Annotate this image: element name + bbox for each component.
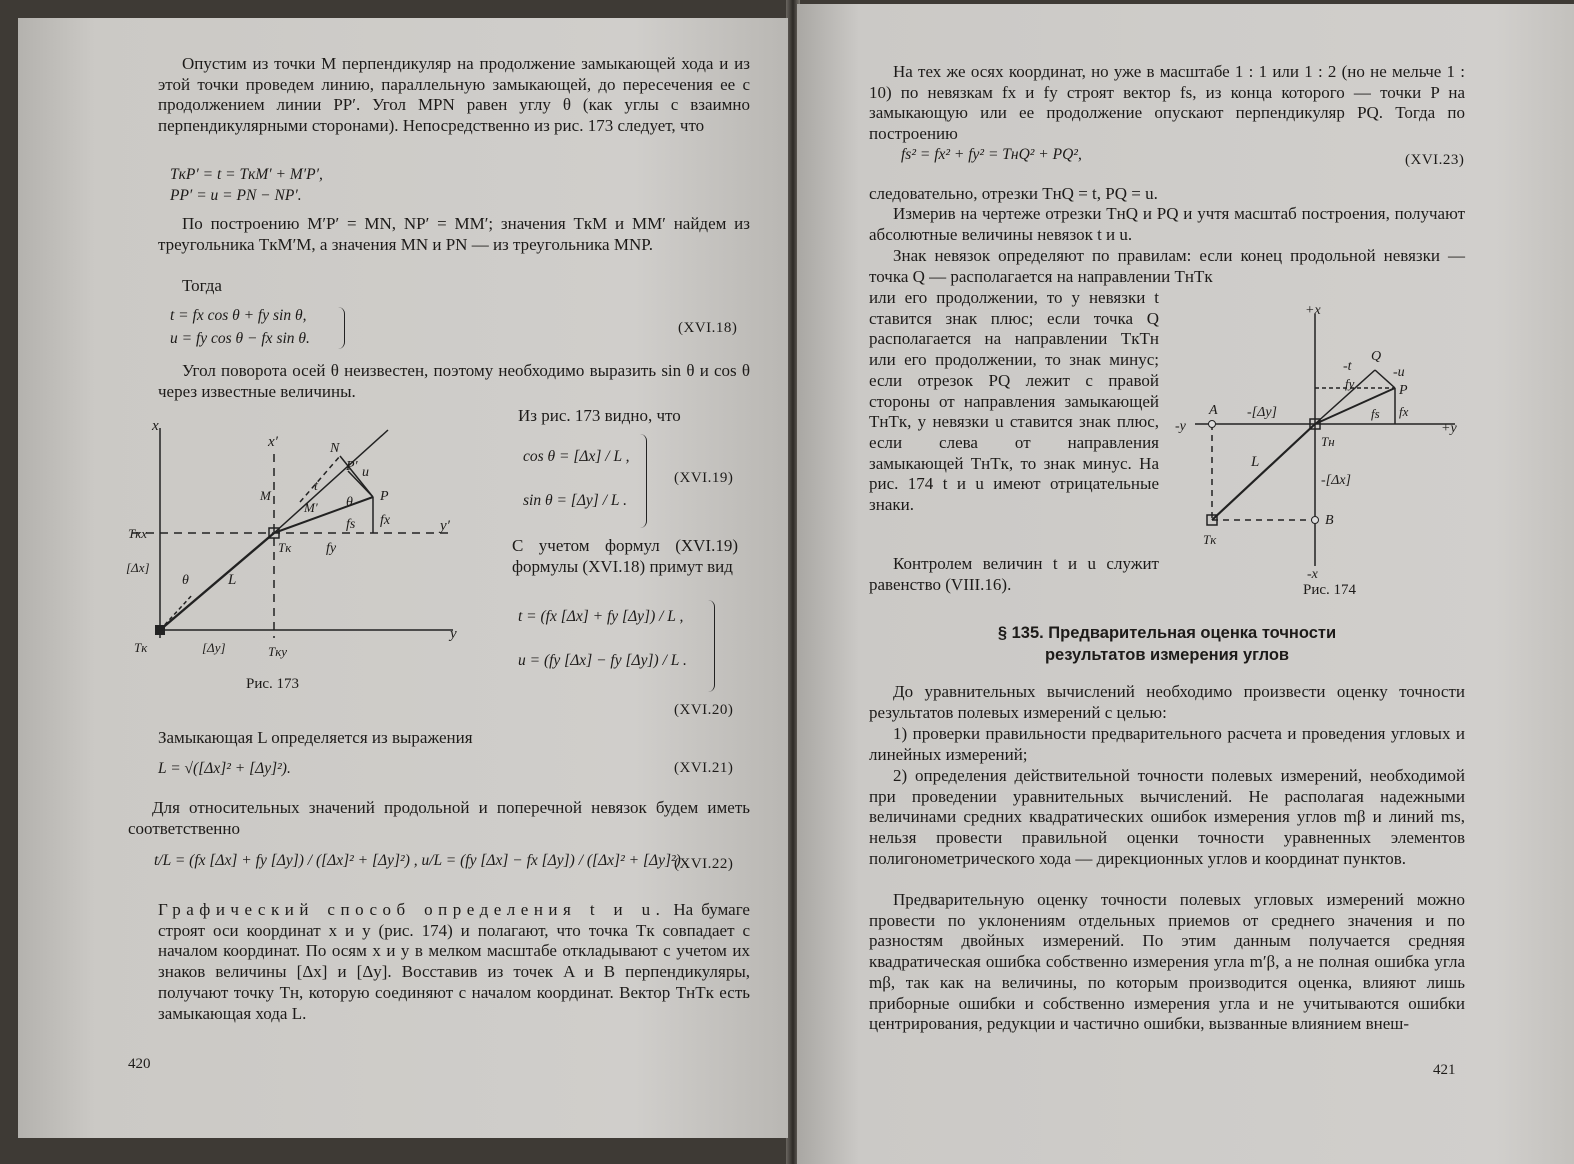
figure-173	[118, 416, 488, 706]
graphic-method-text: На бумаге строят оси координат x и y (рис. 174) и полагают, что точка Tк совпадает с началом координат. По осям x и y в мелком масштабе откладывают с учетом их знаков величины [Δx] и [Δy]. Восставив из точек A и B перпендикуляры, получают точку Tн, которую соединяют с началом координат. Вектор TнTк есть замыкающая хода L.	[158, 900, 750, 1023]
fig173-label: Tкy	[268, 644, 288, 659]
page-number-right: 421	[1433, 1062, 1456, 1078]
fig173-label: [Δx]	[126, 560, 150, 575]
formula-t-final: t = (fx [Δx] + fy [Δy]) / L ,	[518, 608, 684, 625]
right-paragraph-7: До уравнительных вычислений необходимо произвести оценку точности результатов полевых измерений с целью:	[869, 682, 1465, 722]
right-paragraph-1: На тех же осях координат, но уже в масштабе 1 : 1 или 1 : 2 (но не мельче 1 : 10) по невязкам fx и fy строят вектор fs, из конца которого — точки P на замыкающую или ее продолжение опускают перпендикуляр PQ. Тогда по построению	[869, 62, 1465, 144]
fig174-label: -[Δx]	[1321, 473, 1351, 488]
left-paragraph-3: Угол поворота осей θ неизвестен, поэтому необходимо выразить sin θ и cos θ через известные величины.	[158, 361, 750, 401]
fig173-label: y	[450, 626, 457, 642]
formula-t: t = fx cos θ + fy sin θ,	[170, 307, 307, 324]
fig173-label: M	[260, 488, 271, 503]
line-pprime-p	[348, 471, 373, 497]
left-paragraph-with-formulas: С учетом формул (XVI.19) формулы (XVI.18) примут вид	[512, 536, 738, 576]
formula-l: L = √([Δx]² + [Δy]²).	[158, 760, 291, 777]
left-paragraph-graphic-method	[158, 900, 750, 1024]
right-paragraph-4: Знак невязок определяют по правилам: если конец продольной невязки — точка Q — располагается на направлении TнTк	[869, 246, 1465, 286]
section-heading-line-1: § 135. Предварительная оценка точности	[997, 624, 1337, 642]
fig174-label: L	[1251, 454, 1260, 470]
right-paragraph-5: или его продолжении, то у невязки t ставится знак плюс; если точка Q располагается на направлении TкTн или его продолжении, то знак минус; если отрезок PQ лежит с правой стороны от направления замыкающей TнTк, у невязки u ставится знак плюс, если слева от направления замыкающей TнTк, то знак минус. На рис. 174 t и u имеют отрицательные знаки.	[869, 288, 1159, 515]
right-paragraph-2: следовательно, отрезки TнQ = t, PQ = u.	[869, 184, 1158, 203]
line-pq	[1375, 370, 1395, 388]
point-a	[1209, 421, 1216, 428]
formula-fs: fs² = fx² + fy² = TнQ² + PQ²,	[901, 146, 1082, 163]
vector-l	[1212, 424, 1315, 520]
fig174-label: +x	[1305, 303, 1321, 318]
fig173-label: x′	[268, 434, 278, 450]
left-paragraph-relative: Для относительных значений продольной и поперечной невязок будем иметь соответственно	[128, 798, 750, 838]
formula-cos: cos θ = [Δx] / L ,	[523, 448, 630, 465]
fig173-label: θ	[182, 573, 189, 588]
formula-u-final: u = (fy [Δx] − fy [Δy]) / L .	[518, 652, 687, 669]
fig174-label: Tн	[1321, 434, 1335, 449]
point-tk-origin	[155, 625, 165, 635]
fig174-label: -x	[1307, 567, 1318, 582]
brace-xvi18	[338, 307, 345, 349]
equation-number-xvi22: (XVI.22)	[674, 856, 734, 872]
figure-174-caption: Рис. 174	[1303, 582, 1357, 598]
line-theta	[160, 594, 193, 630]
fig173-label: fy	[326, 541, 337, 556]
page-number-left: 420	[128, 1056, 151, 1072]
fig174-label: P	[1399, 383, 1408, 398]
right-paragraph-3: Измерив на чертеже отрезки TнQ и PQ и учтя масштаб построения, получают абсолютные величины невязок t и u.	[869, 204, 1465, 244]
section-heading	[869, 622, 1465, 666]
fig173-label: L	[228, 572, 237, 588]
fig173-label: u	[362, 465, 369, 480]
fig174-label: -u	[1393, 365, 1405, 380]
left-page	[18, 18, 788, 1138]
fig173-label: Tк	[278, 540, 292, 555]
left-paragraph-from-fig: Из рис. 173 видно, что	[518, 406, 681, 425]
fig174-label: Tк	[1203, 532, 1217, 547]
brace-xvi19	[640, 434, 647, 528]
formula-u: u = fy cos θ − fx sin θ.	[170, 330, 310, 347]
fig173-label: fs	[346, 517, 356, 532]
fig173-label: M′	[304, 500, 318, 515]
figure-174	[1165, 300, 1465, 600]
formula-relative: t/L = (fx [Δx] + fy [Δy]) / ([Δx]² + [Δy]²) , u/L = (fy [Δx] − fx [Δy]) / ([Δx]² + [Δy]²) .	[154, 852, 689, 869]
fig173-label: N	[330, 441, 340, 456]
formula-tkp: TкP′ = t = TкM′ + M′P′,	[170, 166, 323, 183]
fig174-label: fx	[1399, 404, 1409, 419]
vector-fs-174	[1315, 388, 1395, 424]
fig173-label: θ	[346, 495, 353, 510]
fig174-label: B	[1325, 513, 1334, 528]
fig174-label: -[Δy]	[1247, 405, 1277, 420]
fig174-label: -t	[1343, 359, 1352, 374]
closing-line-l	[160, 533, 274, 630]
graphic-method-lead: Графический способ определения t и u.	[158, 900, 666, 919]
fig173-label: P	[380, 489, 389, 504]
figure-173-caption: Рис. 173	[246, 676, 300, 692]
left-paragraph-then: Тогда	[182, 276, 222, 295]
fig174-label: +y	[1441, 421, 1457, 436]
right-page	[797, 4, 1574, 1164]
vector-fs	[274, 497, 373, 533]
fig174-label: Q	[1371, 349, 1382, 364]
equation-number-xvi20: (XVI.20)	[674, 702, 734, 718]
fig174-label: -y	[1175, 419, 1186, 434]
fig174-label: fy	[1345, 376, 1355, 391]
equation-number-xvi18: (XVI.18)	[678, 320, 738, 336]
fig173-label: y′	[440, 518, 450, 534]
fig173-label: Tкx	[128, 526, 148, 541]
right-paragraph-10: Предварительную оценку точности полевых угловых измерений можно провести по уклонениям отдельных приемов от среднего значения и по разностям двойных измерений. По этим данным получается средняя квадратическая ошибка собственно измерения угла m′β, а не полная ошибка угла mβ, так как на величины, по которым производится оценка, влияют лишь приборные ошибки и собственно измерения угла и не учитываются ошибки центрирования, редукции и частично ошибки, вызванные влиянием внеш-	[869, 890, 1465, 1034]
point-b	[1312, 517, 1319, 524]
left-paragraph-closing: Замыкающая L определяется из выражения	[158, 728, 473, 747]
equation-number-xvi19: (XVI.19)	[674, 470, 734, 486]
brace-xvi20	[708, 600, 715, 692]
fig174-label: fs	[1371, 406, 1380, 421]
formula-sin: sin θ = [Δy] / L .	[523, 492, 627, 509]
fig173-label: x	[152, 418, 159, 434]
fig173-label: Tк	[134, 640, 148, 655]
section-heading-line-2: результатов измерения углов	[1044, 646, 1290, 664]
right-paragraph-6: Контролем величин t и u служит равенство (VIII.16).	[869, 554, 1159, 594]
equation-number-xvi21: (XVI.21)	[674, 760, 734, 776]
left-paragraph-1: Опустим из точки M перпендикуляр на продолжение замыкающей хода и из этой точки проведем линию, параллельную замыкающей, до пересечения ее с продолжением линии PP′. Угол MPN равен углу θ (как углы с взаимно перпендикулярными сторонами). Непосредственно из рис. 173 следует, что	[158, 54, 750, 136]
fig173-label: [Δy]	[202, 640, 226, 655]
right-paragraph-8: 1) проверки правильности предварительного расчета и проведения угловых и линейных измерений;	[869, 724, 1465, 764]
right-paragraph-9: 2) определения действительной точности полевых измерений, необходимой при проведении уравнительных вычислений. Не располагая надежными величинами средних квадратических ошибок измерения углов mβ и линий ms, нельзя провести правильной оценки точности уравненных элементов полигонометрического хода — дирекционных углов и координат пунктов.	[869, 766, 1465, 868]
left-paragraph-2: По построению M′P′ = MN, NP′ = MM′; значения TкM и MM′ найдем из треугольника TкM′M, а значения MN и PN — из треугольника MNP.	[158, 214, 750, 254]
fig173-label: P′	[346, 459, 358, 474]
formula-pp: PP′ = u = PN − NP′.	[170, 187, 302, 204]
equation-number-xvi23: (XVI.23)	[1405, 152, 1465, 168]
fig174-label: A	[1209, 403, 1218, 418]
fig173-label: t	[314, 479, 318, 494]
fig173-label: fx	[380, 513, 391, 528]
